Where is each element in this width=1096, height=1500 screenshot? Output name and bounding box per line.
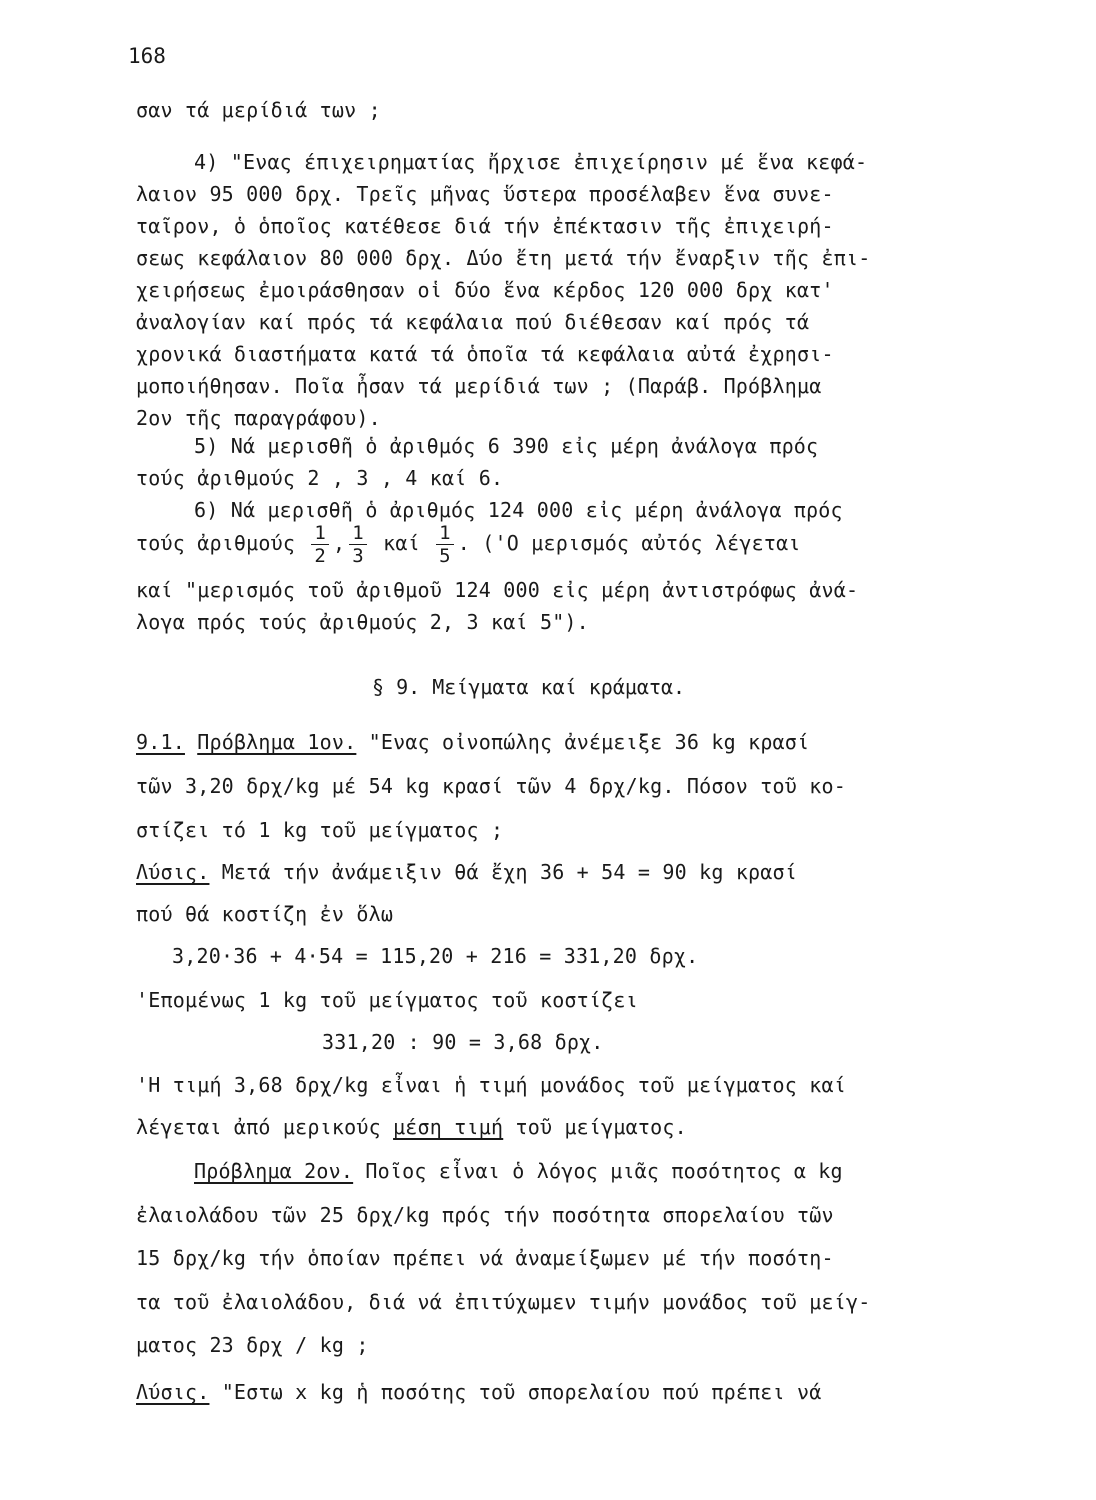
fraction-one-fifth: [436, 522, 454, 567]
problem-2-line-1: [194, 1159, 843, 1183]
fraction-numerator: 1: [349, 522, 367, 545]
solution-label-2: Λύσις.: [136, 1380, 210, 1404]
exercise-5-line-2: τούς ἀριθμούς 2 , 3 , 4 καί 6.: [136, 466, 504, 490]
problem-1-line-3: στίζει τό 1 kg τοῦ μείγματος ;: [136, 818, 504, 842]
exercise-6-line-1: 6) Νά μερισθῆ ὁ ἀριθμός 124 000 εἰς μέρη ἀνάλογα πρός: [194, 498, 843, 522]
fraction-denominator: 3: [352, 545, 364, 567]
solution-1-line-2: πού θά κοστίζη ἐν ὅλω: [136, 902, 394, 926]
exercise-4-line-2: λαιον 95 000 δρχ. Τρεῖς μῆνας ὕστερα προσέλαβεν ἕνα συνε-: [136, 182, 834, 206]
fraction-one-half: [311, 522, 329, 567]
exercise-4-line-9: 2ον τῆς παραγράφου).: [136, 406, 381, 430]
solution-1-line-3: 'Επομένως 1 kg τοῦ μείγματος τοῦ κοστίζει: [136, 988, 638, 1012]
problem-1-title: Πρόβλημα 1ον.: [197, 730, 357, 754]
exercise-6-numbers-label: τούς ἀριθμούς: [136, 531, 296, 555]
fraction-denominator: 5: [439, 545, 451, 567]
exercise-4-line-5: χειρήσεως ἐμοιράσθησαν οἱ δύο ἕνα κέρδος 120 000 δρχ κατ': [136, 278, 834, 302]
exercise-4-line-3: ταῖρον, ὁ ὁποῖος κατέθεσε διά τήν ἐπέκτασιν τῆς ἐπιχειρή-: [136, 214, 834, 238]
solution-1-equation-2: 331,20 : 90 = 3,68 δρχ.: [322, 1030, 604, 1054]
exercise-6-line-3: καί "μερισμός τοῦ ἀριθμοῦ 124 000 εἰς μέρη ἀντιστρόφως ἀνά-: [136, 578, 859, 602]
exercise-5-line-1: 5) Νά μερισθῆ ὁ ἀριθμός 6 390 εἰς μέρη ἀνάλογα πρός: [194, 434, 819, 458]
solution-1-line-4: 'Η τιμή 3,68 δρχ/kg εἶναι ἡ τιμή μονάδος τοῦ μείγματος καί: [136, 1073, 846, 1097]
solution-label: Λύσις.: [136, 860, 210, 884]
solution-1-equation-1: 3,20·36 + 4·54 = 115,20 + 216 = 331,20 δρχ.: [172, 944, 699, 968]
solution-2-line-1: [136, 1380, 822, 1404]
section-number: 9.1.: [136, 730, 185, 754]
section-heading: § 9. Μείγματα καί κράματα.: [372, 675, 686, 699]
fraction-denominator: 2: [314, 545, 327, 567]
solution-1-text: Μετά τήν ἀνάμειξιν θά ἔχη 36 + 54 = 90 kg κρασί: [209, 860, 798, 884]
text-line-1: σαν τά μερίδιά των ;: [136, 98, 381, 122]
exercise-4-line-7: χρονικά διαστήματα κατά τά ὁποῖα τά κεφάλαια αὐτά ἐχρησι-: [136, 342, 834, 366]
problem-2-line-2: ἐλαιολάδου τῶν 25 δρχ/kg πρός τήν ποσότητα σπορελαίου τῶν: [136, 1203, 834, 1227]
exercise-6-line-2: τούς ἀριθμούς $\frac{1}{2}$ , $\frac{1}{3}$ καί $\frac{1}{5}$ . ('Ο μερισμός αὐτός λέγεται: [136, 522, 801, 567]
exercise-6-note: . ('Ο μερισμός αὐτός λέγεται: [457, 531, 801, 555]
exercise-6-line-4: λογα πρός τούς ἀριθμούς 2, 3 καί 5").: [136, 610, 589, 634]
problem-1-line-2: τῶν 3,20 δρχ/kg μέ 54 kg κρασί τῶν 4 δρχ/kg. Πόσον τοῦ κο-: [136, 774, 846, 798]
problem-2-title: Πρόβλημα 2ον.: [194, 1159, 354, 1183]
exercise-4-line-4: σεως κεφάλαιον 80 000 δρχ. Δύο ἔτη μετά τήν ἔναρξιν τῆς ἐπι-: [136, 246, 871, 270]
fraction-numerator: 1: [311, 522, 329, 545]
solution-1-line-5: [136, 1115, 687, 1139]
problem-2-line-4: τα τοῦ ἐλαιολάδου, διά νά ἐπιτύχωμεν τιμήν μονάδος τοῦ μείγ-: [136, 1290, 871, 1314]
fraction-numerator: 1: [436, 522, 454, 545]
problem-2-text: Ποῖος εἶναι ὁ λόγος μιᾶς ποσότητος α kg: [353, 1159, 843, 1183]
exercise-6-and-word: καί: [383, 531, 420, 555]
mean-price-term: μέση τιμή: [393, 1115, 504, 1139]
page-number: 168: [128, 44, 166, 68]
mean-price-text-b: τοῦ μείγματος.: [503, 1115, 687, 1139]
fraction-one-third: [349, 522, 367, 567]
exercise-4-line-6: ἀναλογίαν καί πρός τά κεφάλαια πού διέθεσαν καί πρός τά: [136, 310, 810, 334]
problem-1-text: "Ενας οἰνοπώλης ἀνέμειξε 36 kg κρασί: [356, 730, 810, 754]
problem-2-line-5: ματος 23 δρχ / kg ;: [136, 1333, 369, 1357]
problem-2-line-3: 15 δρχ/kg τήν ὁποίαν πρέπει νά ἀναμείξωμεν μέ τήν ποσότη-: [136, 1246, 834, 1270]
exercise-4-line-1: 4) "Ενας έπιχειρηματίας ἤρχισε ἐπιχείρησιν μέ ἕνα κεφά-: [194, 150, 868, 174]
solution-1-line-1: [136, 860, 797, 884]
exercise-4-line-8: μοποιήθησαν. Ποῖα ἦσαν τά μερίδιά των ; (Παράβ. Πρόβλημα: [136, 374, 822, 398]
mean-price-text-a: λέγεται ἀπό μερικούς: [136, 1115, 394, 1139]
solution-2-text: "Εστω x kg ἡ ποσότης τοῦ σπορελαίου πού πρέπει νά: [209, 1380, 822, 1404]
problem-1-line-1: [136, 730, 809, 754]
